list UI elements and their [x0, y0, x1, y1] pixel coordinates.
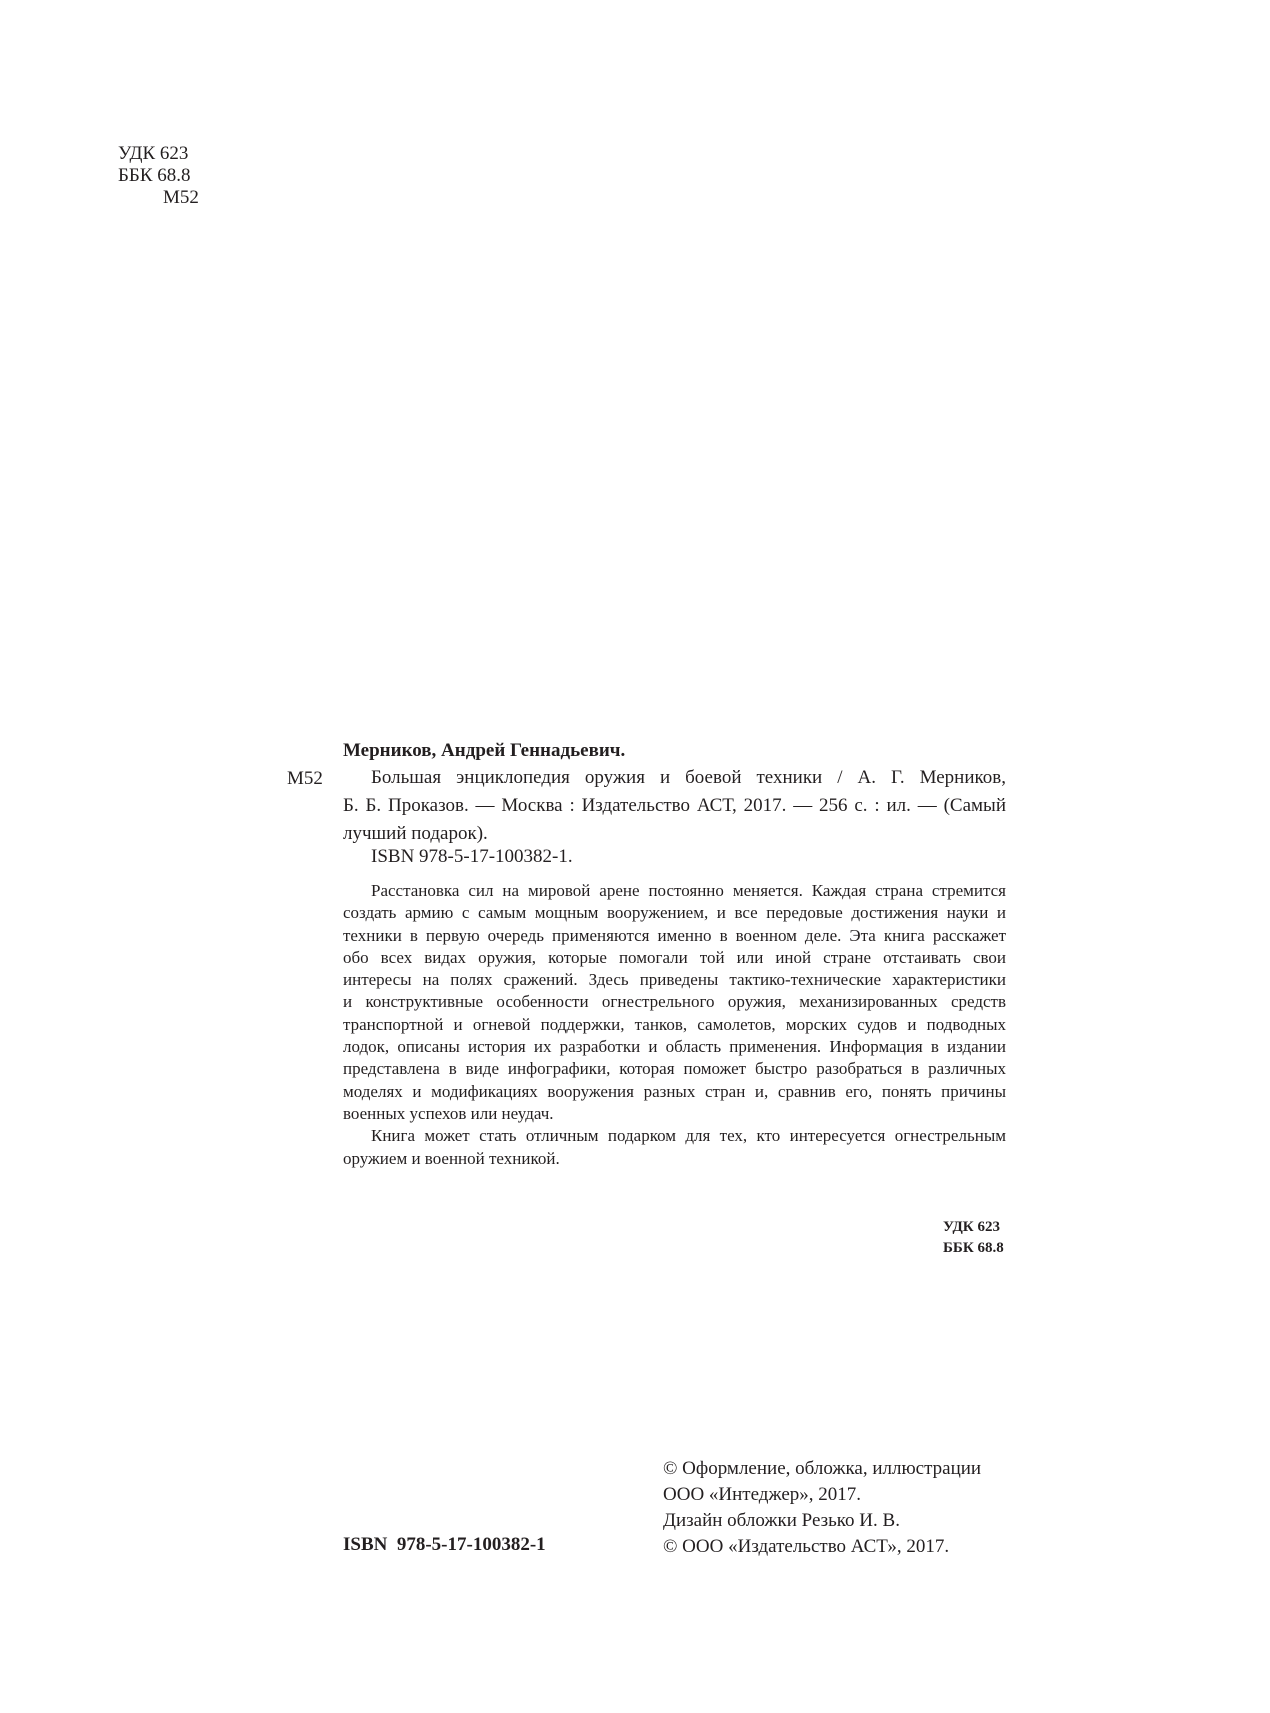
abstract-line: представлена в виде инфографики, которая поможет быстро разобраться в различных	[343, 1059, 1006, 1079]
abstract-line: военных успехов или неудач.	[343, 1103, 554, 1123]
bib-line-3: лучший подарок).	[343, 823, 488, 844]
copyright-block	[663, 1456, 981, 1560]
top-classification-block	[118, 143, 199, 209]
bib-line-2: Б. Б. Проказов. — Москва : Издательство АСТ, 2017. — 256 с. : ил. — (Самый	[343, 795, 1006, 816]
abstract-line: моделях и модификациях вооружения разных стран и, сравнив его, понять причины	[343, 1081, 1006, 1101]
abstract-line: интересы на полях сражений. Здесь приведены тактико-технические характеристики	[343, 970, 1006, 990]
bib-line-1: Большая энциклопедия оружия и боевой техники / А. Г. Мерников,	[371, 767, 1006, 788]
author-mark-side: М52	[287, 768, 323, 789]
abstract-line: транспортной и огневой поддержки, танков, самолетов, морских судов и подводных	[343, 1014, 1006, 1034]
abstract-line: Расстановка сил на мировой арене постоянно меняется. Каждая страна стремится	[371, 881, 1006, 900]
copyright-line: ООО «Интеджер», 2017.	[663, 1484, 862, 1505]
copyright-line: © Оформление, обложка, иллюстрации	[663, 1458, 982, 1479]
copyright-line: © ООО «Издательство АСТ», 2017.	[663, 1536, 950, 1557]
abstract-line: и конструктивные особенности огнестрельного оружия, механизированных средств	[343, 992, 1006, 1012]
udk-code-top: УДК 623	[118, 143, 189, 164]
udk-code-right: УДК 623	[943, 1219, 1000, 1235]
copyright-line: Дизайн обложки Резько И. В.	[663, 1510, 900, 1531]
abstract-line: обо всех видах оружия, которые помогали той или иной стране отстаивать свои	[343, 947, 1006, 967]
bbk-code-right: ББК 68.8	[943, 1240, 1004, 1256]
isbn-line: ISBN 978-5-17-100382-1.	[371, 846, 573, 867]
isbn-bottom: ISBN 978-5-17-100382-1	[343, 1534, 546, 1555]
abstract-line: Книга может стать отличным подарком для тех, кто интересуется огнестрельным	[371, 1126, 1006, 1146]
author-heading: Мерников, Андрей Геннадьевич.	[343, 740, 626, 761]
right-classification-block	[943, 1217, 1004, 1259]
author-mark-top: М52	[163, 187, 199, 208]
abstract-line: техники в первую очередь применяются именно в военном деле. Эта книга расскажет	[343, 925, 1006, 945]
abstract-line: создать армию с самым мощным вооружением, и все передовые достижения науки и	[343, 903, 1006, 923]
abstract	[343, 880, 1006, 1170]
bbk-code-top: ББК 68.8	[118, 165, 191, 186]
abstract-line: оружием и военной техникой.	[343, 1148, 560, 1168]
bibliographic-record	[343, 764, 1006, 848]
abstract-line: лодок, описаны история их разработки и область применения. Информация в издании	[343, 1037, 1006, 1057]
